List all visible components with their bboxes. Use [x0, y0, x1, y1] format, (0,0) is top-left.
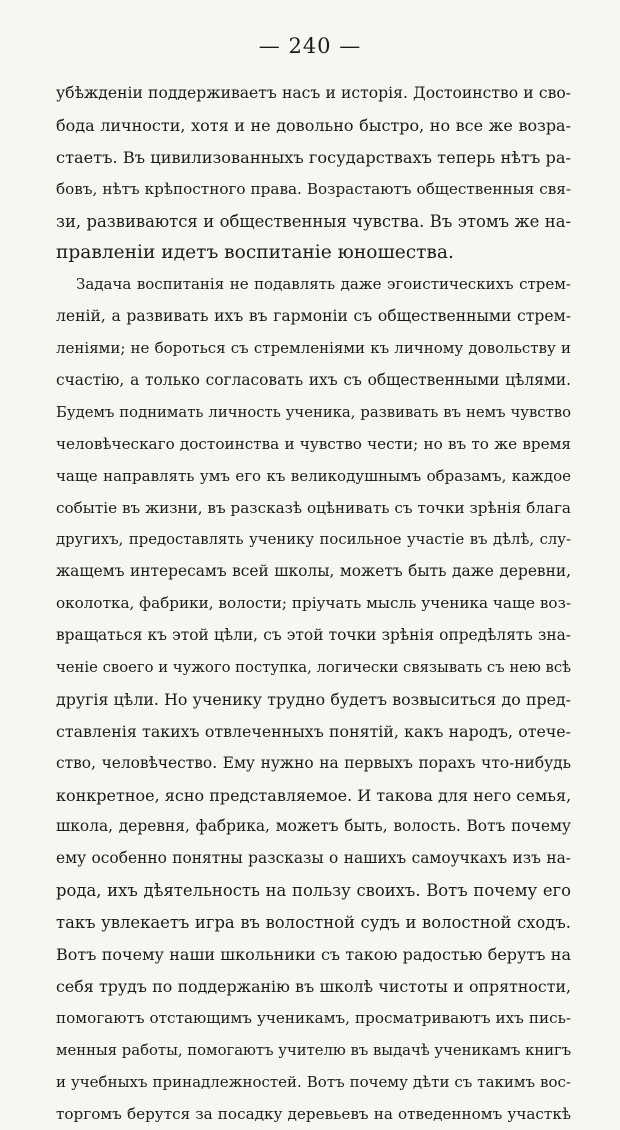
text-line: событіе въ жизни, въ разсказѣ оцѣнивать съ точки зрѣнія блага: [56, 493, 571, 525]
text-line: чаще направлять умъ его къ великодушнымъ образамъ, каждое: [56, 461, 571, 493]
text-line: бода личности, хотя и не довольно быстро, но все же возра-: [56, 110, 571, 142]
body-text: [56, 78, 571, 1130]
text-line: околотка, фабрики, волости; пріучать мысль ученика чаще воз-: [56, 588, 571, 620]
text-line: зи, развиваются и общественныя чувства. Въ этомъ же на-: [56, 206, 571, 238]
text-line: другихъ, предоставлять ученику посильное участіе въ дѣлѣ, слу-: [56, 524, 571, 556]
text-line: Вотъ почему наши школьники съ такою радостью берутъ на: [56, 939, 571, 971]
text-line: торгомъ берутся за посадку деревьевъ на отведенномъ участкѣ: [56, 1099, 571, 1130]
text-line: такъ увлекаетъ игра въ волостной судъ и волостной сходъ.: [56, 907, 571, 939]
text-line: школа, деревня, фабрика, можетъ быть, волость. Вотъ почему: [56, 811, 571, 843]
text-line: леніями; не бороться съ стремленіями къ личному довольству и: [56, 333, 571, 365]
text-line: ставленія такихъ отвлеченныхъ понятій, какъ народъ, отече-: [56, 716, 571, 748]
text-line: рода, ихъ дѣятельность на пользу своихъ. Вотъ почему его: [56, 875, 571, 907]
text-line: и учебныхъ принадлежностей. Вотъ почему дѣти съ такимъ вос-: [56, 1067, 571, 1099]
text-line: помогаютъ отстающимъ ученикамъ, просматриваютъ ихъ пись-: [56, 1003, 571, 1035]
text-line: счастію, а только согласовать ихъ съ общественными цѣлями.: [56, 365, 571, 397]
text-line: убѣжденіи поддерживаетъ насъ и исторія. Достоинство и сво-: [56, 78, 571, 110]
paragraph: [56, 78, 571, 269]
text-line: себя трудъ по поддержанію въ школѣ чистоты и опрятности,: [56, 971, 571, 1003]
text-line: Задача воспитанія не подавлять даже эгоистическихъ стрем-: [56, 269, 571, 301]
text-line: правленіи идетъ воспитаніе юношества.: [56, 237, 571, 269]
page-number: — 240 —: [0, 34, 620, 58]
text-line: жащемъ интересамъ всей школы, можетъ быть даже деревни,: [56, 556, 571, 588]
text-line: другія цѣли. Но ученику трудно будетъ возвыситься до пред-: [56, 684, 571, 716]
text-line: вращаться къ этой цѣли, съ этой точки зрѣнія опредѣлять зна-: [56, 620, 571, 652]
paragraph: [56, 269, 571, 1130]
text-line: человѣческаго достоинства и чувство чести; но въ то же время: [56, 429, 571, 461]
text-line: ему особенно понятны разсказы о нашихъ самоучкахъ изъ на-: [56, 843, 571, 875]
text-line: конкретное, ясно представляемое. И такова для него семья,: [56, 780, 571, 812]
text-line: бовъ, нѣтъ крѣпостного права. Возрастаютъ общественныя свя-: [56, 174, 571, 206]
text-line: леній, а развивать ихъ въ гармоніи съ общественными стрем-: [56, 301, 571, 333]
text-line: стаетъ. Въ цивилизованныхъ государствахъ теперь нѣтъ ра-: [56, 142, 571, 174]
text-line: ство, человѣчество. Ему нужно на первыхъ порахъ что-нибудь: [56, 748, 571, 780]
text-line: Будемъ поднимать личность ученика, развивать въ немъ чувство: [56, 397, 571, 429]
text-line: менныя работы, помогаютъ учителю въ выдачѣ ученикамъ книгъ: [56, 1035, 571, 1067]
text-line: ченіе своего и чужого поступка, логически связывать съ нею всѣ: [56, 652, 571, 684]
